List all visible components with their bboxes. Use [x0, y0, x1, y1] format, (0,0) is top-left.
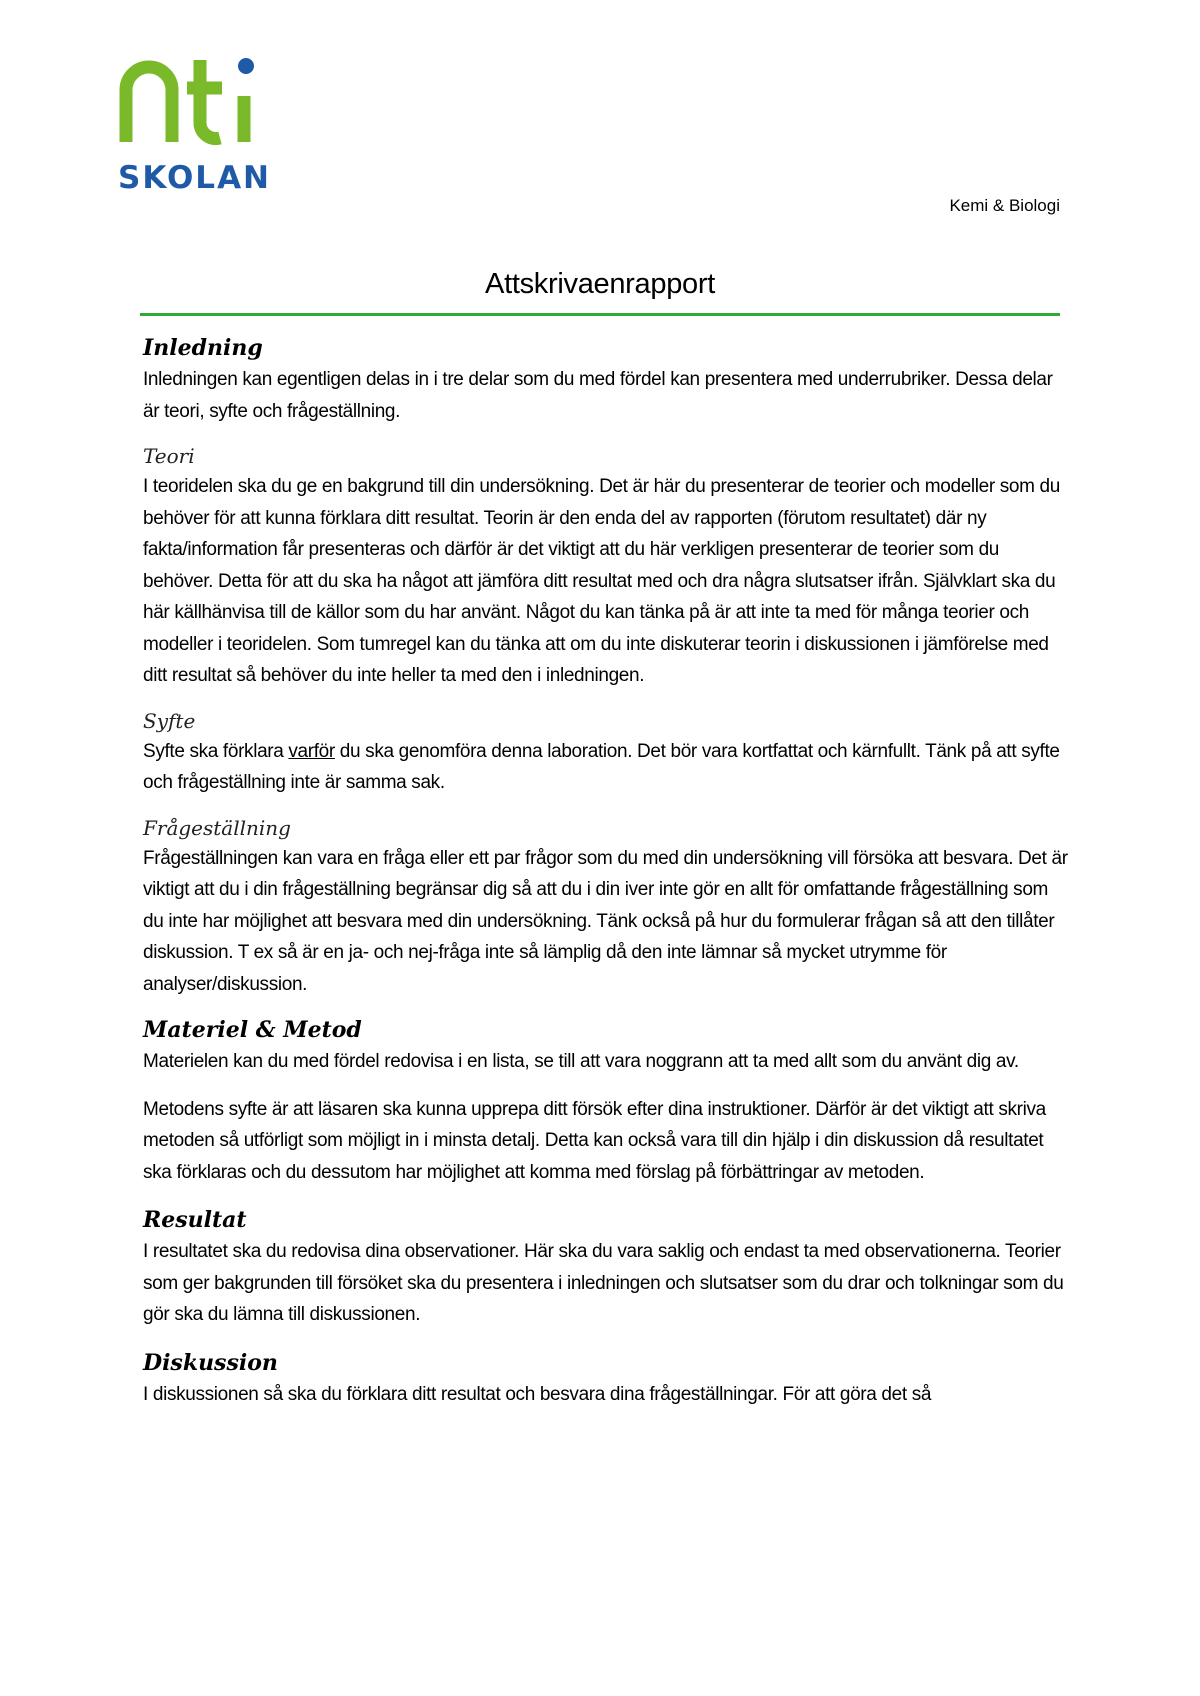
syfte-text-end: du ska genomföra denna laboration. Det bör vara kortfattat och kärnfullt. Tänk på att syfte och frågeställning inte är samma sak. — [143, 740, 1060, 793]
logo-dot — [238, 58, 254, 74]
logo-tagline: SKOLAN — [118, 160, 271, 196]
paragraph-inledning: Inledningen kan egentligen delas in i tre delar som du med fördel kan presentera med underrubriker. Dessa delar är teori, syfte och frågeställning. — [143, 369, 1053, 422]
subheading-teori: Teori — [143, 444, 195, 468]
title-divider — [140, 313, 1060, 316]
heading-resultat: Resultat — [143, 1207, 247, 1233]
paragraph-diskussion: I diskussionen så ska du förklara ditt resultat och besvara dina frågeställningar. För att göra det så — [143, 1383, 932, 1405]
paragraph-resultat: I resultatet ska du redovisa dina observationer. Här ska du vara saklig och endast ta med observationerna. Teorier som ger bakgrunden till försöket ska du presentera i inledningen och slutsatser som du drar och tolkningar som du gör ska du lämna till diskussionen. — [143, 1241, 1064, 1325]
paragraph-fragestallning: Frågeställningen kan vara en fråga eller ett par frågor som du med din undersökning vill försöka att besvara. Det är viktigt att du i din frågeställning begränsar dig så att du i din iver inte gör en allt för omfattande frågeställning som du inte har möjlighet att besvara med din undersökning. Tänk också på hur du formulerar frågan så att den tillåter diskussion. T ex så är en ja- och nej-fråga inte så lämplig då den inte lämnar så mycket utrymme för analyser/diskussion. — [143, 847, 1068, 995]
heading-diskussion: Diskussion — [143, 1349, 278, 1376]
subject-label: Kemi & Biologi — [949, 196, 1060, 215]
heading-materiel-metod: Materiel & Metod — [143, 1017, 362, 1043]
heading-inledning: Inledning — [143, 335, 263, 361]
nti-skolan-logo — [112, 48, 272, 198]
syfte-emphasis-varfor: varför — [288, 740, 335, 762]
paragraph-teori: I teoridelen ska du ge en bakgrund till din undersökning. Det är här du presenterar de teorier och modeller som du behöver för att kunna förklara ditt resultat. Teorin är den enda del av rapporten (förutom resultatet) där ny fakta/information får presenteras och därför är det viktigt att du här verkligen presenterar de teorier som du behöver. Detta för att du ska ha något att jämföra ditt resultat med och dra några slutsatser ifrån. Självklart ska du här källhänvisa till de källor som du har använt. Något du kan tänka på är att inte ta med för många teorier och modeller i teoridelen. Som tumregel kan du tänka att om du inte diskuterar teorin i diskussionen i jämförelse med ditt resultat så behöver du inte heller ta med den i inledningen. — [143, 476, 1060, 686]
subheading-fragestallning: Frågeställning — [143, 815, 291, 840]
logo-wordmark-nti — [126, 60, 244, 142]
syfte-text-start: Syfte ska förklara — [143, 740, 289, 762]
subheading-syfte: Syfte — [143, 708, 196, 733]
paragraph-syfte — [143, 736, 1073, 799]
paragraph-metod: Metodens syfte är att läsaren ska kunna upprepa ditt försök efter dina instruktioner. Därför är det viktigt att skriva metoden så utförligt som möjligt in i minsta detalj. Detta kan också vara till din hjälp i din diskussion då resultatet ska förklaras och du dessutom har möjlighet att komma med förslag på förbättringar av metoden. — [143, 1098, 1046, 1183]
document-body — [143, 332, 1073, 1410]
paragraph-materiel: Materielen kan du med fördel redovisa i en lista, se till att vara noggrann att ta med allt som du använt dig av. — [143, 1051, 1019, 1072]
document-title: Attskrivaenrapport — [485, 268, 715, 300]
